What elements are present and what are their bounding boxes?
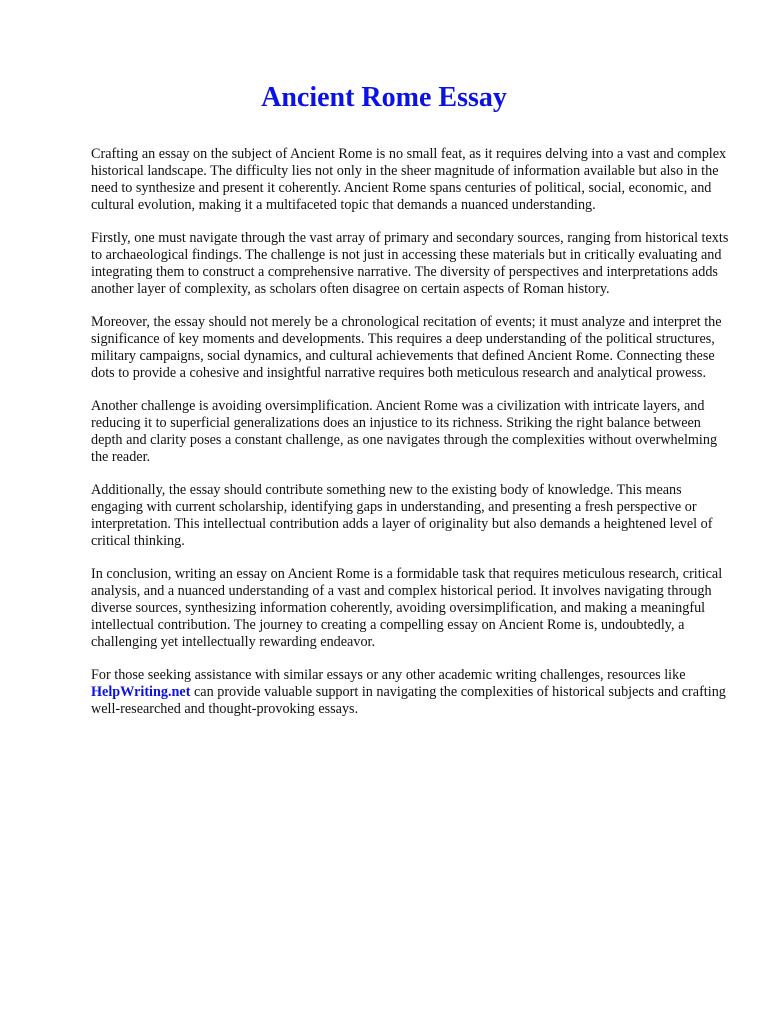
page-title: Ancient Rome Essay — [261, 82, 507, 113]
paragraph-sources: Firstly, one must navigate through the vast array of primary and secondary sources, ranging from historical texts to archaeological findings. The challenge is not just in accessing these materials but in critically evaluating and integrating them to construct a comprehensive narrative. The diversity of perspectives and interpretations adds another layer of complexity, as scholars often disagree on certain aspects of Roman history. — [91, 230, 729, 297]
helpwriting-link[interactable]: HelpWriting.net — [91, 684, 191, 700]
paragraph-oversimplification: Another challenge is avoiding oversimplification. Ancient Rome was a civilization with intricate layers, and reducing it to superficial generalizations does an injustice to its richness. Striking the right balance between depth and clarity poses a constant challenge, as one navigates through the complexities without overwhelming the reader. — [91, 398, 718, 465]
closing-text-after-link: can provide valuable support in navigating the complexities of historical subjects and crafting well-researched and thought-provoking essays. — [91, 684, 726, 717]
essay-body — [91, 146, 729, 734]
paragraph-contribution: Additionally, the essay should contribute something new to the existing body of knowledge. This means engaging with current scholarship, identifying gaps in understanding, and presenting a fresh perspective or interpretation. This intellectual contribution adds a layer of originality but also demands a heightened level of critical thinking. — [91, 482, 713, 549]
paragraph-closing — [91, 667, 729, 718]
paragraph-conclusion: In conclusion, writing an essay on Ancient Rome is a formidable task that requires meticulous research, critical analysis, and a nuanced understanding of a vast and complex historical period. It involves navigating through diverse sources, synthesizing information coherently, avoiding oversimplification, and making a meaningful intellectual contribution. The journey to creating a compelling essay on Ancient Rome is, undoubtedly, a challenging yet intellectually rewarding endeavor. — [91, 566, 723, 650]
paragraph-analysis: Moreover, the essay should not merely be a chronological recitation of events; it must analyze and interpret the significance of key moments and developments. This requires a deep understanding of the political structures, military campaigns, social dynamics, and cultural achievements that defined Ancient Rome. Connecting these dots to provide a cohesive and insightful narrative requires both meticulous research and analytical prowess. — [91, 314, 722, 381]
closing-text-before-link: For those seeking assistance with similar essays or any other academic writing challenges, resources like — [91, 667, 686, 683]
paragraph-intro: Crafting an essay on the subject of Ancient Rome is no small feat, as it requires delving into a vast and complex historical landscape. The difficulty lies not only in the sheer magnitude of information available but also in the need to synthesize and present it coherently. Ancient Rome spans centuries of political, social, economic, and cultural evolution, making it a multifaceted topic that demands a nuanced understanding. — [91, 146, 727, 213]
